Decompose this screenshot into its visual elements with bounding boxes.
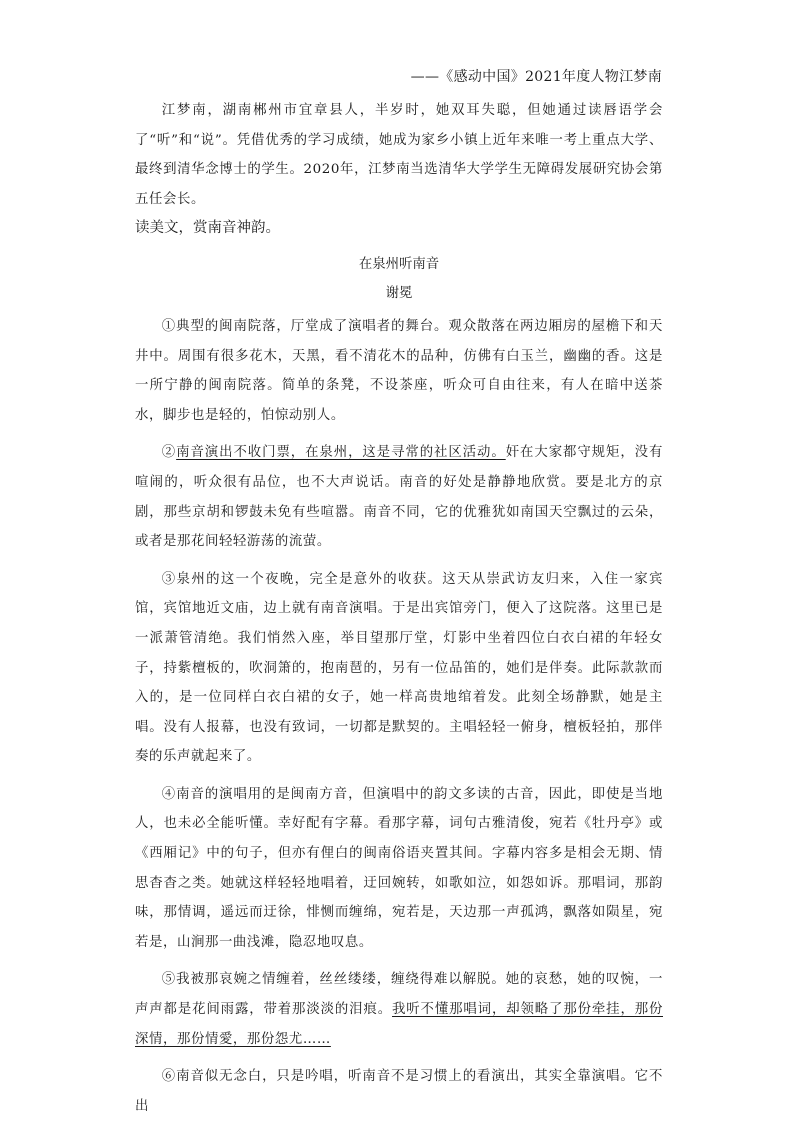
article-paragraph-4: ④南音的演唱用的是闽南方音，但演唱中的韵文多读的古音，因此，即使是当地人，也未必全能听懂。幸好配有字幕。看那字幕，词句古雅清俊，宛若《牡丹亭》或《西厢记》中的句子，但亦有俚白的闽南俗语夹置其间。字幕内容多是相会无期、情思杳杳之类。她就这样轻轻地唱着，迂回婉转，如歌如泣，如怨如诉。那唱词，那韵味，那情调，遥远而迂徐，悱恻而缠绵，宛若是，天边那一声孤鸿，飘落如陨星，宛若是，山涧那一曲浅滩，隐忍地叹息。 (135, 786, 663, 950)
article-paragraph-1: ①典型的闽南院落，厅堂成了演唱者的舞台。观众散落在两边厢房的屋檐下和天井中。周围有很多花木，天黑，看不清花木的品种，仿佛有白玉兰，幽幽的香。这是一所宁静的闽南院落。简单的条凳，不设茶座，听众可自由往来，有人在暗中送茶水，脚步也是轻的，怕惊动别人。 (135, 318, 663, 423)
bio-paragraph: 江梦南，湖南郴州市宜章县人，半岁时，她双耳失聪，但她通过读唇语学会了“听”和“说”。凭借优秀的学习成绩，她成为家乡小镇上近年来唯一考上重点大学、最终到清华念博士的学生。2020年，江梦南当选清华大学学生无障碍发展研究协会第五任会长。 (135, 103, 663, 207)
document-body (135, 96, 663, 1121)
attribution-line: ——《感动中国》2021年度人物江梦南 (410, 69, 662, 85)
article-paragraph-3: ③泉州的这一个夜晚，完全是意外的收获。这天从崇武访友归来，入住一家宾馆，宾馆地近文庙，边上就有南音演唱。于是出宾馆旁门，便入了这院落。这里已是一派萧管清绝。我们悄然入座，举目望那厅堂，灯影中坐着四位白衣白裙的年轻女子，持紫檀板的，吹洞箫的，抱南琶的，另有一位品笛的，她们是伴奏。此际款款而入的，是一位同样白衣白裙的女子，她一样高贵地绾着发。此刻全场静默，她是主唱。没有人报幕，也没有致词，一切都是默契的。主唱轻轻一俯身，檀板轻拍，那伴奏的乐声就起来了。 (135, 571, 663, 765)
paragraph-number: ② (161, 445, 177, 461)
article-paragraph-6: ⑥南音似无念白，只是吟唱，听南音不是习惯上的看演出，其实全靠演唱。它不出 (135, 1069, 663, 1114)
underlined-sentence: 我听不懂那唱词，却领略了那份牵挂，那份深情，那份情愛，那份怨尤…… (135, 1002, 663, 1047)
article-author: 谢冕 (385, 285, 413, 301)
article-paragraph-5 (135, 965, 663, 1054)
underlined-sentence: 南音演出不收门票，在泉州，这是寻常的社区活动。 (176, 445, 506, 461)
article-paragraph-2 (135, 438, 663, 556)
paragraph-text: 奸在大家都守规矩，没有喧闹的，听众很有品位，也不大声说话。南音的好处是静静地欣赏。要是北方的京剧，那些京胡和锣鼓未免有些喧嚣。南音不同，它的优雅犹如南国天空飘过的云朵，或者是那花间轻轻游荡的流萤。 (135, 445, 663, 550)
article-title: 在泉州听南音 (358, 256, 440, 272)
reading-instruction: 读美文，赏南音神韵。 (135, 220, 280, 237)
paragraph-text: ⑤我被那哀婉之情缠着，丝丝缕缕，缠绕得难以解脱。她的哀愁，她的叹惋，一声声都是花间雨露，带着那淡淡的泪痕。 (135, 972, 663, 1018)
